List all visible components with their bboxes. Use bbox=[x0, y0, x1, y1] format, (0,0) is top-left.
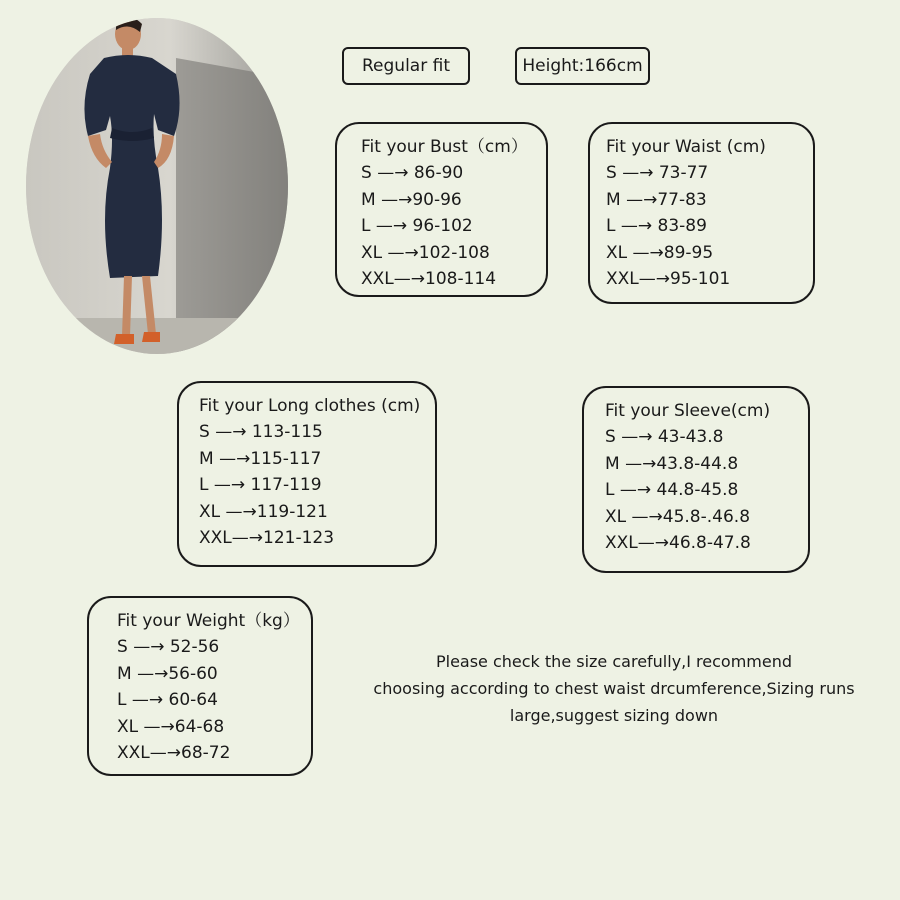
model-photo bbox=[26, 18, 288, 354]
bust-row: XL —→102-108 bbox=[361, 242, 490, 263]
sleeve-title: Fit your Sleeve(cm) bbox=[605, 401, 771, 421]
height-tag: Height:166cm bbox=[515, 47, 650, 85]
waist-size-list bbox=[606, 160, 813, 293]
length-row: XL —→119-121 bbox=[199, 501, 328, 522]
bust-size-box bbox=[335, 122, 548, 297]
waist-row: XXL—→95-101 bbox=[606, 269, 731, 289]
sleeve-row: S —→ 43-43.8 bbox=[605, 427, 724, 447]
sizing-note-line: Please check the size carefully,I recommend bbox=[435, 652, 793, 671]
bust-title: Fit your Bust（cm） bbox=[361, 137, 528, 157]
bust-row: M —→90-96 bbox=[361, 189, 462, 210]
weight-row: XL —→64-68 bbox=[117, 716, 225, 737]
sleeve-row: XXL—→46.8-47.8 bbox=[605, 533, 751, 553]
waist-row: XL —→89-95 bbox=[606, 242, 714, 263]
length-size-box bbox=[177, 381, 437, 567]
sleeve-row: XL —→45.8-.46.8 bbox=[605, 506, 751, 527]
length-row: L —→ 117-119 bbox=[199, 475, 322, 495]
weight-row: S —→ 52-56 bbox=[117, 637, 220, 657]
waist-size-box bbox=[588, 122, 815, 304]
waist-row: M —→77-83 bbox=[606, 189, 707, 210]
bust-row: L —→ 96-102 bbox=[361, 216, 473, 236]
length-size-list bbox=[199, 419, 435, 552]
model-illustration bbox=[26, 18, 288, 354]
sleeve-row: M —→43.8-44.8 bbox=[605, 453, 739, 474]
sizing-note-line: large,suggest sizing down bbox=[509, 706, 719, 725]
sizing-note bbox=[350, 648, 878, 729]
length-title: Fit your Long clothes (cm) bbox=[199, 396, 421, 416]
sleeve-size-list bbox=[605, 424, 808, 557]
bust-size-list bbox=[361, 160, 546, 293]
length-row: M —→115-117 bbox=[199, 448, 322, 469]
weight-row: L —→ 60-64 bbox=[117, 690, 218, 710]
waist-row: S —→ 73-77 bbox=[606, 163, 709, 183]
weight-row: M —→56-60 bbox=[117, 663, 218, 684]
bust-row: XXL—→108-114 bbox=[361, 269, 497, 289]
bust-row: S —→ 86-90 bbox=[361, 163, 464, 183]
sizing-note-line: choosing according to chest waist drcumference,Sizing runs bbox=[373, 679, 855, 698]
sleeve-row: L —→ 44.8-45.8 bbox=[605, 480, 739, 500]
waist-title: Fit your Waist (cm) bbox=[606, 137, 766, 157]
weight-size-box bbox=[87, 596, 313, 776]
sleeve-size-box bbox=[582, 386, 810, 573]
length-row: XXL—→121-123 bbox=[199, 528, 335, 548]
length-row: S —→ 113-115 bbox=[199, 422, 323, 442]
regular-fit-tag: Regular fit bbox=[342, 47, 470, 85]
waist-row: L —→ 83-89 bbox=[606, 216, 707, 236]
weight-row: XXL—→68-72 bbox=[117, 743, 231, 763]
weight-size-list bbox=[117, 634, 311, 767]
weight-title: Fit your Weight（kg） bbox=[117, 611, 300, 631]
